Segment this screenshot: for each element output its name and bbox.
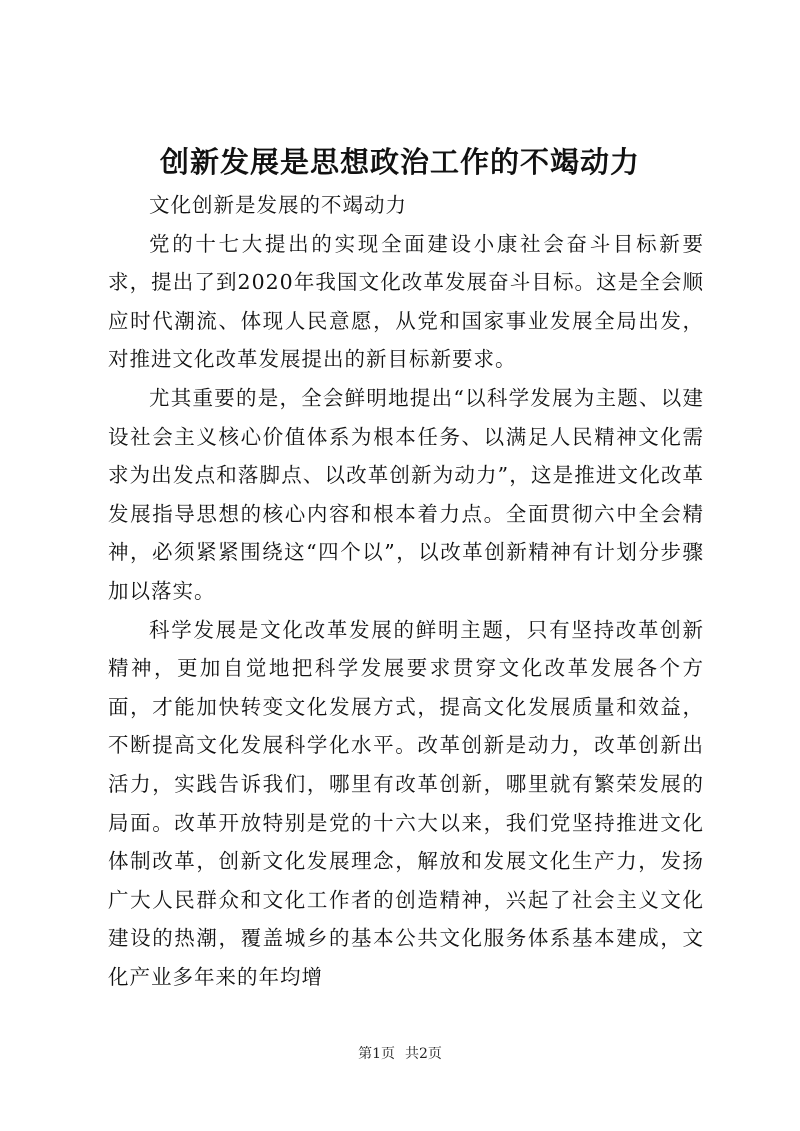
page-total: 共2页 (405, 1046, 442, 1062)
page-footer (0, 1044, 800, 1064)
document-title: 创新发展是思想政治工作的不竭动力 (159, 145, 640, 179)
paragraph-3: 科学发展是文化改革发展的鲜明主题，只有坚持改革创新精神，更加自觉地把科学发展要求贯穿文化改革发展各个方面，才能加快转变文化发展方式，提高文化发展质量和效益，不断提高文化发展科学化水平。改革创新是动力，改革创新出活力，实践告诉我们，哪里有改革创新，哪里就有繁荣发展的局面。改革开放特别是党的十六大以来，我们党坚持推进文化体制改革，创新文化发展理念，解放和发展文化生产力，发扬广大人民群众和文化工作者的创造精神，兴起了社会主义文化建设的热潮，覆盖城乡的基本公共文化服务体系基本建成，文化产业多年来的年均增 (108, 617, 704, 989)
page-number: 第1页 (358, 1046, 395, 1062)
paragraph-2: 尤其重要的是，全会鲜明地提出“以科学发展为主题、以建设社会主义核心价值体系为根本任务、以满足人民精神文化需求为出发点和落脚点、以改革创新为动力”，这是推进文化改革发展指导思想的核心内容和根本着力点。全面贯彻六中全会精神，必须紧紧围绕这“四个以”，以改革创新精神有计划分步骤加以落实。 (108, 385, 704, 603)
paragraph-1: 党的十七大提出的实现全面建设小康社会奋斗目标新要求，提出了到2020年我国文化改革发展奋斗目标。这是全会顺应时代潮流、体现人民意愿，从党和国家事业发展全局出发，对推进文化改革发展提出的新目标新要求。 (108, 231, 704, 372)
paragraph-subtitle: 文化创新是发展的不竭动力 (149, 193, 407, 217)
document-body (108, 186, 704, 996)
